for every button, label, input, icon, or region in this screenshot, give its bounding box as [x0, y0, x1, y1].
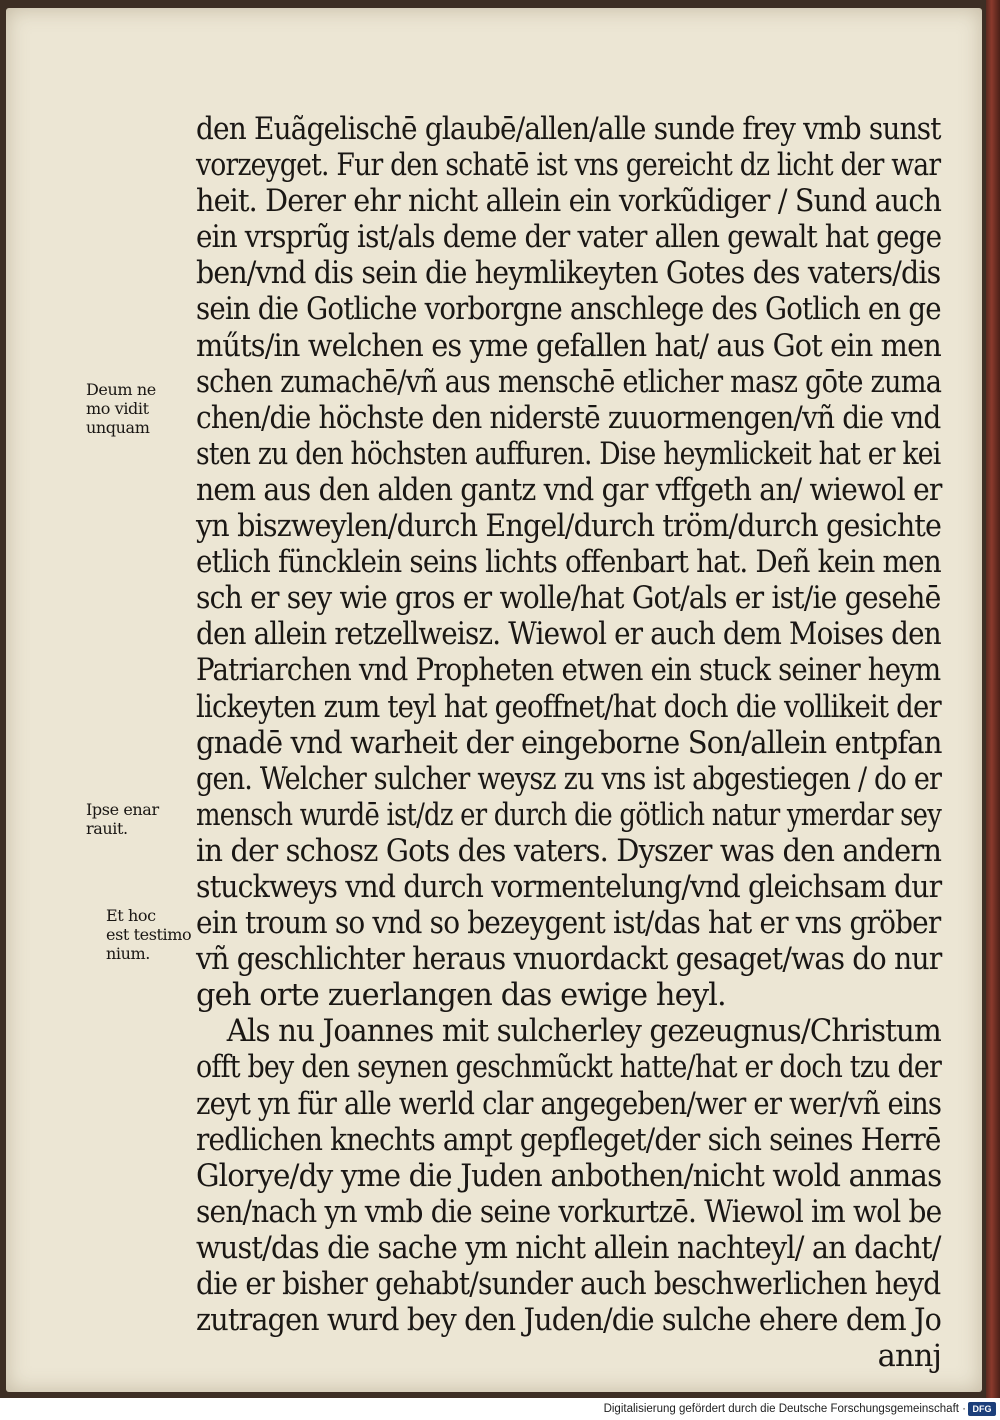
- marginal-note-line: est testimo: [106, 925, 192, 944]
- marginal-note: [86, 800, 196, 838]
- text-line: sein die Gotliche vorborgne anschlege des Gotlich en ge: [196, 292, 941, 328]
- text-line: ben/vnd dis sein die heymlikeyten Gotes des vaters/dis: [196, 256, 941, 292]
- catchword: annj: [877, 1339, 941, 1375]
- text-line: geh orte zuerlangen das ewige heyl.: [196, 978, 726, 1014]
- text-line: in der schosz Gots des vaters. Dyszer was den andern: [196, 833, 942, 869]
- text-line: vorzeyget. Fur den schatē ist vns gereicht dz licht der war: [196, 148, 941, 184]
- text-line: stuckweys vnd durch vormentelung/vnd gleichsam dur: [196, 869, 942, 905]
- text-line: chen/die höchste den niderstē zuuormengen/vñ die vnd: [196, 400, 941, 436]
- funding-credit: Digitalisierung gefördert durch die Deutsche Forschungsgemeinschaft ·: [603, 1403, 966, 1415]
- text-line: sten zu den höchsten auffuren. Dise heymlickeit hat er kei: [196, 436, 941, 472]
- dfg-logo: DFG: [968, 1402, 996, 1416]
- marginal-note: [106, 906, 216, 963]
- text-line: redlichen knechts ampt gepfleget/der sich seines Herrē: [196, 1122, 941, 1158]
- text-line: heit. Derer ehr nicht allein ein vorkũdiger / Sund auch: [196, 184, 942, 220]
- text-line: den Euãgelischē glaubē/allen/alle sunde frey vmb sunst: [196, 112, 941, 147]
- text-line: mensch wurdē ist/dz er durch die götlich natur ymerdar sey: [196, 797, 942, 833]
- marginal-note-line: unquam: [86, 418, 150, 437]
- bleed-through-mark: [108, 328, 188, 346]
- text-line: gnadē vnd warheit der eingeborne Son/allein entpfan: [196, 725, 942, 761]
- marginal-note-line: Deum ne: [86, 380, 156, 399]
- text-line: ein vrsprũg ist/als deme der vater allen gewalt hat gege: [196, 220, 942, 256]
- text-line: yn biszweylen/durch Engel/durch tröm/durch gesichte: [196, 509, 942, 545]
- marginal-note-line: rauit.: [86, 819, 128, 838]
- page-body-text: [196, 112, 941, 1375]
- text-line: den allein retzellweisz. Wiewol er auch dem Moises den: [196, 617, 941, 653]
- marginal-note-line: nium.: [106, 944, 150, 963]
- paragraph-start-line: Als nu Joannes mit sulcherley gezeugnus/Christum: [226, 1014, 941, 1050]
- text-line: die er bisher gehabt/sunder auch beschwerlichen heyd: [196, 1267, 941, 1302]
- text-line: gen. Welcher sulcher weysz zu vns ist abgestiegen / do er: [196, 761, 942, 797]
- text-line: zeyt yn für alle werld clar angegeben/wer er wer/vñ eins: [196, 1086, 942, 1122]
- text-line: vñ geschlichter heraus vnuordackt gesaget/was do nur: [196, 942, 942, 978]
- marginal-note-line: Et hoc: [106, 906, 156, 925]
- text-line: wust/das die sache ym nicht allein nachteyl/ an dacht/: [196, 1230, 941, 1266]
- marginal-note: [86, 380, 196, 437]
- footer-bar: [0, 1398, 1000, 1420]
- text-line: ein troum so vnd so bezeygent ist/das hat er vns gröber: [196, 906, 941, 942]
- text-line: sen/nach yn vmb die seine vorkurtzē. Wiewol im wol be: [196, 1194, 942, 1230]
- text-line: nem aus den alden gantz vnd gar vffgeth an/ wiewol er: [196, 472, 942, 508]
- text-line: lickeyten zum teyl hat geoffnet/hat doch die vollikeit der: [196, 689, 941, 725]
- book-edge: [986, 0, 1000, 1398]
- marginal-note-line: mo vidit: [86, 399, 149, 418]
- text-line: sch er sey wie gros er wolle/hat Got/als er ist/ie gesehē: [196, 581, 941, 617]
- text-line: Patriarchen vnd Propheten etwen ein stuck seiner heym: [196, 653, 941, 689]
- text-line: schen zumachē/vñ aus menschē etlicher masz gōte zuma: [196, 364, 942, 400]
- text-line: műts/in welchen es yme gefallen hat/ aus Got ein men: [196, 328, 941, 364]
- marginal-note-line: Ipse enar: [86, 800, 159, 819]
- text-line: etlich füncklein seins lichts offenbart hat. Deñ kein men: [196, 545, 941, 581]
- text-line: Glorye/dy yme die Juden anbothen/nicht wold anmas: [196, 1158, 942, 1194]
- text-line: zutragen wurd bey den Juden/die sulche ehere dem Jo: [196, 1303, 942, 1339]
- text-line: offt bey den seynen geschmũckt hatte/hat er doch tzu der: [196, 1050, 942, 1086]
